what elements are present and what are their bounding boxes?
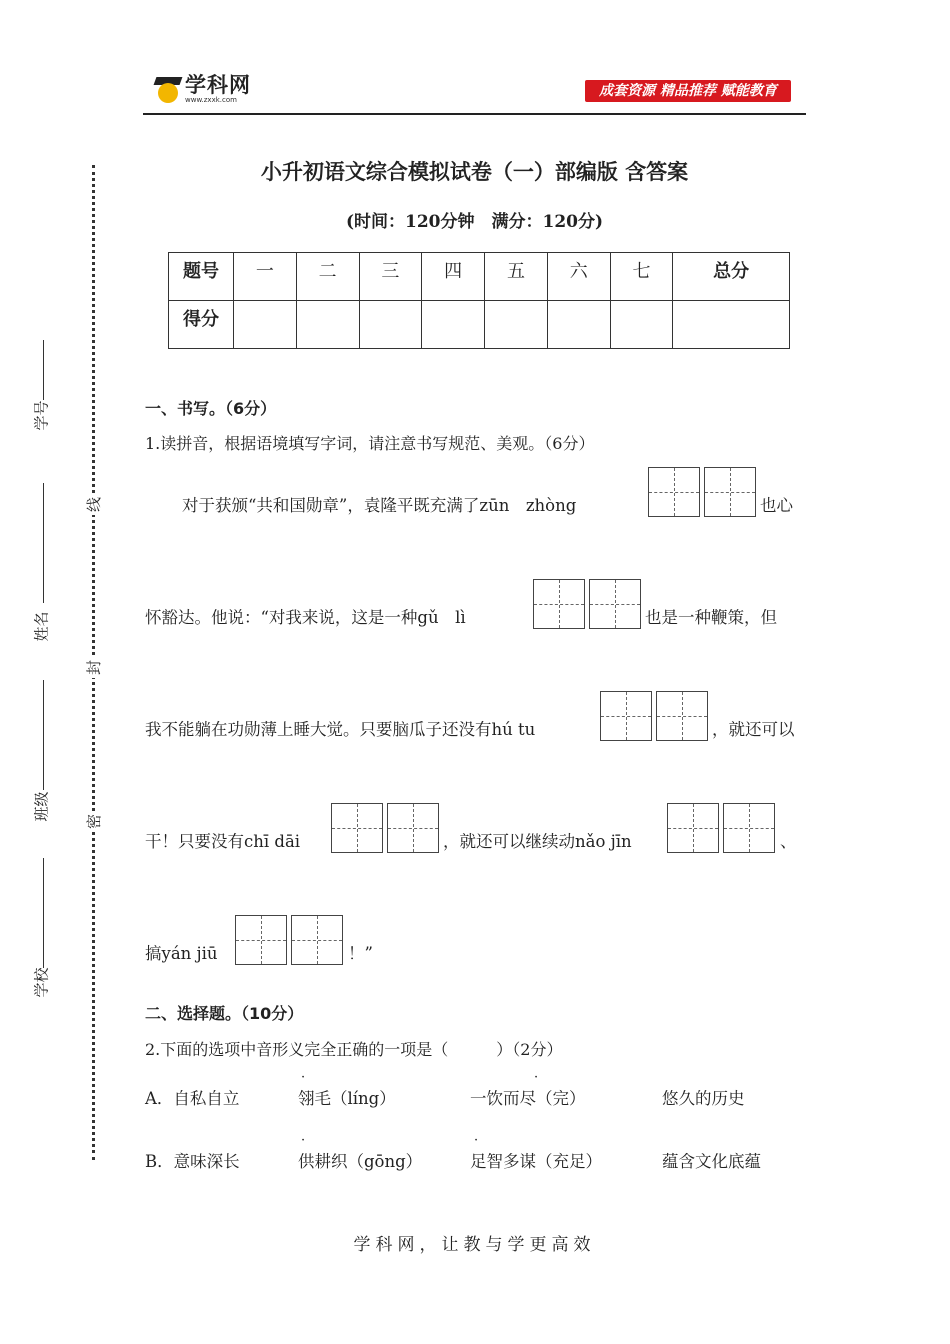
emphasis-dot: · (301, 1133, 306, 1148)
name-blank[interactable] (43, 483, 44, 603)
passage-line-1-end: 也心 (760, 496, 793, 515)
score-header-cell: 四 (422, 253, 485, 301)
score-table-header-row (169, 253, 790, 301)
writing-box-chidai-2[interactable] (387, 803, 439, 853)
passage-line-5-end: ！” (348, 944, 373, 963)
score-header-cell: 题号 (169, 253, 234, 301)
option-a-label[interactable]: A．自私自立 (145, 1089, 240, 1108)
score-cell[interactable] (610, 301, 673, 349)
score-header-cell: 三 (359, 253, 422, 301)
writing-box-naojin-2[interactable] (723, 803, 775, 853)
question-2-prompt: 2.下面的选项中音形义完全正确的一项是（ ）（2分） (145, 1040, 563, 1059)
writing-box-chidai-1[interactable] (331, 803, 383, 853)
writing-box-yanjiu-2[interactable] (291, 915, 343, 965)
option-a-item-4: 悠久的历史 (662, 1089, 745, 1108)
passage-line-2: 怀豁达。他说：“对我来说，这是一种gǔ lì (145, 608, 466, 627)
section-2-heading: 二、选择题。（10分） (145, 1004, 304, 1023)
score-cell[interactable] (547, 301, 610, 349)
score-header-cell: 一 (234, 253, 297, 301)
name-label: 姓名 (32, 611, 51, 642)
passage-line-4: 干！只要没有chī dāi (145, 832, 301, 851)
writing-box-guli-1[interactable] (533, 579, 585, 629)
writing-box-hutu-1[interactable] (600, 691, 652, 741)
seal-label-seal: 封 (80, 657, 108, 678)
option-b-item-4: 蕴含文化底蕴 (662, 1152, 761, 1171)
question-1-prompt: 1.读拼音，根据语境填写字词，请注意书写规范、美观。（6分） (145, 434, 595, 453)
option-b-item-2: 供耕织（gōng） (298, 1152, 423, 1171)
option-a-item-2: 翎毛（líng） (298, 1089, 396, 1108)
page-subtitle: (时间：120分钟 满分：120分) (345, 212, 604, 232)
school-blank[interactable] (43, 858, 44, 968)
score-header-cell: 总分 (673, 253, 790, 301)
passage-line-4-mid: ，就还可以继续动nǎo jīn (443, 832, 632, 851)
passage-line-1: 对于获颁“共和国勋章”，袁隆平既充满了zūn zhòng (182, 496, 577, 515)
slogan-banner: 成套资源 精品推荐 赋能教育 (585, 80, 791, 102)
passage-line-3: 我不能躺在功勋薄上睡大觉。只要脑瓜子还没有hú tu (145, 720, 536, 739)
student-id-blank[interactable] (43, 340, 44, 400)
option-b-item-3: 足智多谋（充足） (470, 1152, 602, 1171)
class-blank[interactable] (43, 680, 44, 790)
score-header-cell: 五 (485, 253, 548, 301)
score-row-label: 得分 (169, 301, 234, 349)
passage-line-3-end: ，就还可以 (712, 720, 795, 739)
emphasis-dot: · (534, 1070, 539, 1085)
option-a-item-3: 一饮而尽（完） (470, 1089, 586, 1108)
writing-box-naojin-1[interactable] (667, 803, 719, 853)
writing-box-yanjiu-1[interactable] (235, 915, 287, 965)
score-cell[interactable] (485, 301, 548, 349)
score-table (168, 252, 790, 349)
logo (155, 74, 251, 104)
page-title: 小升初语文综合模拟试卷（一）部编版 含答案 (260, 160, 689, 184)
seal-label-secret: 密 (80, 811, 108, 832)
logo-url: www.zxxk.com (185, 96, 237, 104)
writing-box-zunzhong-1[interactable] (648, 467, 700, 517)
passage-line-2-end: 也是一种鞭策，但 (645, 608, 777, 627)
passage-line-4-end: 、 (780, 832, 797, 851)
option-b-label[interactable]: B．意味深长 (145, 1152, 240, 1171)
passage-line-5: 搞yán jiū (145, 944, 218, 963)
score-cell[interactable] (422, 301, 485, 349)
score-cell[interactable] (296, 301, 359, 349)
score-table-score-row (169, 301, 790, 349)
seal-label-line: 线 (80, 494, 108, 515)
logo-text: 学科网 (185, 73, 251, 97)
score-cell[interactable] (673, 301, 790, 349)
writing-box-guli-2[interactable] (589, 579, 641, 629)
score-header-cell: 六 (547, 253, 610, 301)
header-divider (143, 113, 806, 115)
page-footer: 学科网，让教与学更高效 (353, 1235, 596, 1255)
school-label: 学校 (32, 967, 51, 998)
score-header-cell: 七 (610, 253, 673, 301)
logo-mascot-icon (155, 75, 181, 103)
score-cell[interactable] (359, 301, 422, 349)
emphasis-dot: · (301, 1070, 306, 1085)
score-header-cell: 二 (296, 253, 359, 301)
score-cell[interactable] (234, 301, 297, 349)
emphasis-dot: · (474, 1133, 479, 1148)
writing-box-zunzhong-2[interactable] (704, 467, 756, 517)
student-id-label: 学号 (32, 400, 51, 431)
writing-box-hutu-2[interactable] (656, 691, 708, 741)
class-label: 班级 (32, 791, 51, 822)
section-1-heading: 一、书写。（6分） (145, 399, 277, 418)
